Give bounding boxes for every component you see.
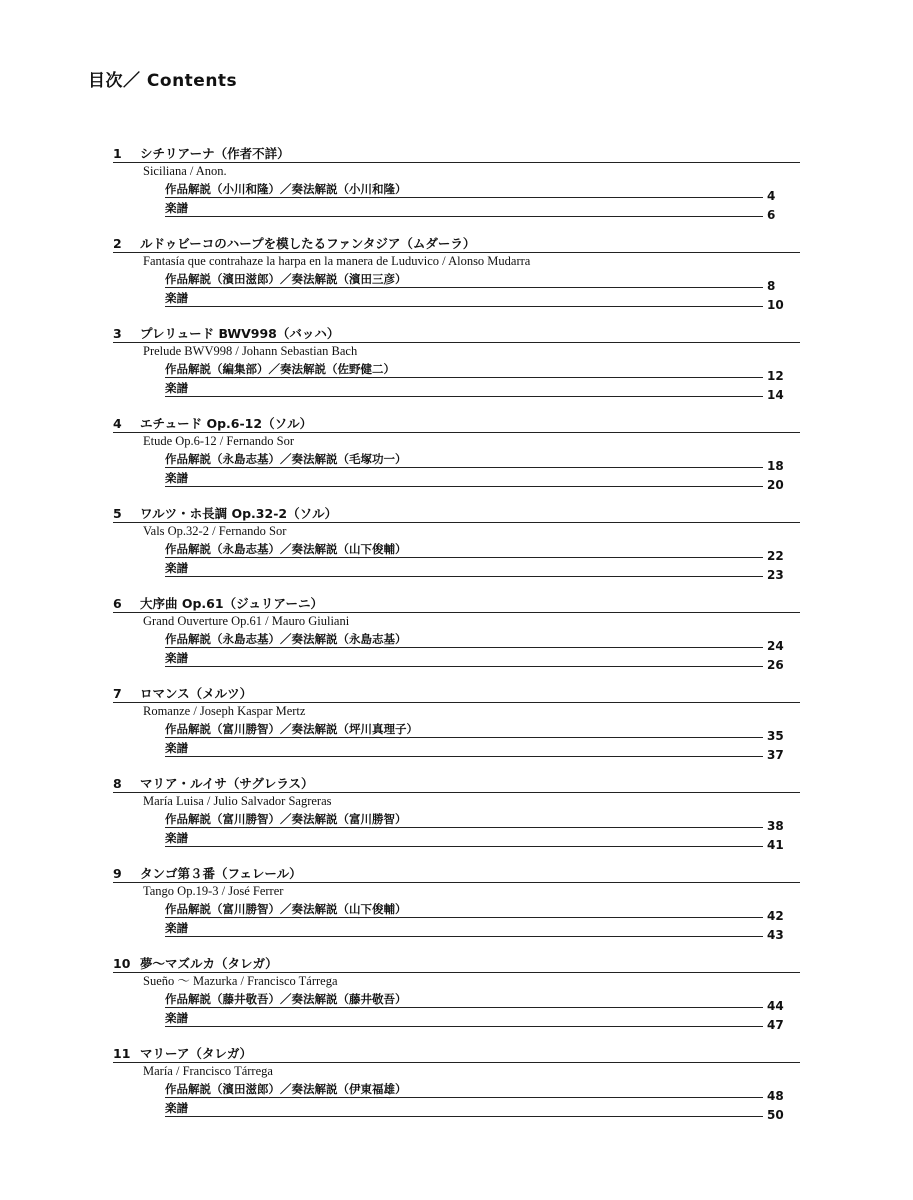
commentary-line[interactable]: 作品解説（濱田滋郎）／奏法解説（濱田三彦） <box>165 273 763 288</box>
entry-subtitle: María / Francisco Tárrega <box>143 1064 273 1078</box>
commentary-page-number: 12 <box>767 369 784 383</box>
entry-number: 5 <box>113 506 122 521</box>
toc-entry <box>0 956 913 1044</box>
score-line[interactable]: 楽譜 <box>165 472 763 487</box>
entry-subtitle: Tango Op.19-3 / José Ferrer <box>143 884 284 898</box>
entry-title: プレリュード BWV998（バッハ） <box>140 326 340 341</box>
entry-heading[interactable] <box>113 146 800 163</box>
commentary-page-number: 42 <box>767 909 784 923</box>
entry-subtitle: Siciliana / Anon. <box>143 164 227 178</box>
entry-number: 1 <box>113 146 122 161</box>
commentary-line[interactable]: 作品解説（永島志基）／奏法解説（毛塚功一） <box>165 453 763 468</box>
entry-subtitle: Etude Op.6-12 / Fernando Sor <box>143 434 295 448</box>
entry-title: マリーア（タレガ） <box>140 1046 253 1061</box>
entry-heading[interactable] <box>113 596 800 613</box>
score-page-number: 43 <box>767 928 784 942</box>
commentary-page-number: 18 <box>767 459 784 473</box>
commentary-line[interactable]: 作品解説（編集部）／奏法解説（佐野健二） <box>165 363 763 378</box>
toc-entry <box>0 146 913 234</box>
entry-number: 4 <box>113 416 122 431</box>
commentary-line[interactable]: 作品解説（永島志基）／奏法解説（永島志基） <box>165 633 763 648</box>
entry-title: ワルツ・ホ長調 Op.32-2（ソル） <box>140 506 338 521</box>
entry-heading[interactable] <box>113 1046 800 1063</box>
score-line[interactable]: 楽譜 <box>165 832 763 847</box>
entry-number: 3 <box>113 326 122 341</box>
score-line[interactable]: 楽譜 <box>165 1012 763 1027</box>
toc-entry <box>0 1046 913 1134</box>
entry-heading[interactable] <box>113 416 800 433</box>
commentary-line[interactable]: 作品解説（小川和隆）／奏法解説（小川和隆） <box>165 183 763 198</box>
entry-subtitle: Vals Op.32-2 / Fernando Sor <box>143 524 287 538</box>
score-page-number: 20 <box>767 478 784 492</box>
entry-number: 2 <box>113 236 122 251</box>
commentary-line[interactable]: 作品解説（永島志基）／奏法解説（山下俊輔） <box>165 543 763 558</box>
commentary-line[interactable]: 作品解説（富川勝智）／奏法解説（富川勝智） <box>165 813 763 828</box>
entry-number: 10 <box>113 956 131 971</box>
entry-number: 11 <box>113 1046 131 1061</box>
entry-title: 大序曲 Op.61（ジュリアーニ） <box>140 596 323 611</box>
commentary-line[interactable]: 作品解説（富川勝智）／奏法解説（坪川真理子） <box>165 723 763 738</box>
commentary-page-number: 35 <box>767 729 784 743</box>
score-line[interactable]: 楽譜 <box>165 742 763 757</box>
entry-title: シチリアーナ（作者不詳） <box>140 146 290 161</box>
entry-heading[interactable] <box>113 776 800 793</box>
score-line[interactable]: 楽譜 <box>165 1102 763 1117</box>
entry-subtitle: Romanze / Joseph Kaspar Mertz <box>143 704 306 718</box>
score-line[interactable]: 楽譜 <box>165 292 763 307</box>
entry-subtitle: María Luisa / Julio Salvador Sagreras <box>143 794 332 808</box>
commentary-page-number: 8 <box>767 279 776 293</box>
toc-entry <box>0 326 913 414</box>
score-page-number: 23 <box>767 568 784 582</box>
entry-title: タンゴ第３番（フェレール） <box>140 866 302 881</box>
entry-heading[interactable] <box>113 506 800 523</box>
entry-subtitle: Sueño 〜 Mazurka / Francisco Tárrega <box>143 974 338 988</box>
entry-subtitle: Prelude BWV998 / Johann Sebastian Bach <box>143 344 358 358</box>
entry-heading[interactable] <box>113 686 800 703</box>
entry-subtitle: Grand Ouverture Op.61 / Mauro Giuliani <box>143 614 350 628</box>
commentary-page-number: 38 <box>767 819 784 833</box>
entry-number: 6 <box>113 596 122 611</box>
score-page-number: 10 <box>767 298 784 312</box>
entry-number: 9 <box>113 866 122 881</box>
entry-heading[interactable] <box>113 956 800 973</box>
toc-entry <box>0 596 913 684</box>
score-line[interactable]: 楽譜 <box>165 922 763 937</box>
score-page-number: 47 <box>767 1018 784 1032</box>
page-title: 目次／ Contents <box>88 71 238 91</box>
toc-entry <box>0 506 913 594</box>
commentary-page-number: 24 <box>767 639 784 653</box>
entry-heading[interactable] <box>113 326 800 343</box>
entry-title: 夢～マズルカ（タレガ） <box>140 956 278 971</box>
commentary-page-number: 44 <box>767 999 784 1013</box>
score-page-number: 6 <box>767 208 776 222</box>
score-line[interactable]: 楽譜 <box>165 652 763 667</box>
score-line[interactable]: 楽譜 <box>165 202 763 217</box>
entry-subtitle: Fantasía que contrahaze la harpa en la manera de Luduvico / Alonso Mudarra <box>143 254 531 268</box>
score-page-number: 26 <box>767 658 784 672</box>
entry-heading[interactable] <box>113 236 800 253</box>
score-page-number: 37 <box>767 748 784 762</box>
score-page-number: 50 <box>767 1108 784 1122</box>
entry-title: マリア・ルイサ（サグレラス） <box>140 776 314 791</box>
commentary-page-number: 4 <box>767 189 776 203</box>
commentary-line[interactable]: 作品解説（藤井敬吾）／奏法解説（藤井敬吾） <box>165 993 763 1008</box>
score-line[interactable]: 楽譜 <box>165 562 763 577</box>
entry-heading[interactable] <box>113 866 800 883</box>
entry-title: ロマンス（メルツ） <box>140 686 253 701</box>
toc-entry <box>0 776 913 864</box>
commentary-page-number: 22 <box>767 549 784 563</box>
entry-number: 8 <box>113 776 122 791</box>
toc-entry <box>0 236 913 324</box>
score-page-number: 14 <box>767 388 784 402</box>
commentary-page-number: 48 <box>767 1089 784 1103</box>
commentary-line[interactable]: 作品解説（濱田滋郎）／奏法解説（伊東福雄） <box>165 1083 763 1098</box>
toc-entry <box>0 686 913 774</box>
toc-entry <box>0 866 913 954</box>
entry-number: 7 <box>113 686 122 701</box>
entry-title: ルドゥビーコのハープを模したるファンタジア（ムダーラ） <box>140 236 476 251</box>
toc-entry <box>0 416 913 504</box>
score-line[interactable]: 楽譜 <box>165 382 763 397</box>
entry-title: エチュード Op.6-12（ソル） <box>140 416 313 431</box>
score-page-number: 41 <box>767 838 784 852</box>
commentary-line[interactable]: 作品解説（富川勝智）／奏法解説（山下俊輔） <box>165 903 763 918</box>
